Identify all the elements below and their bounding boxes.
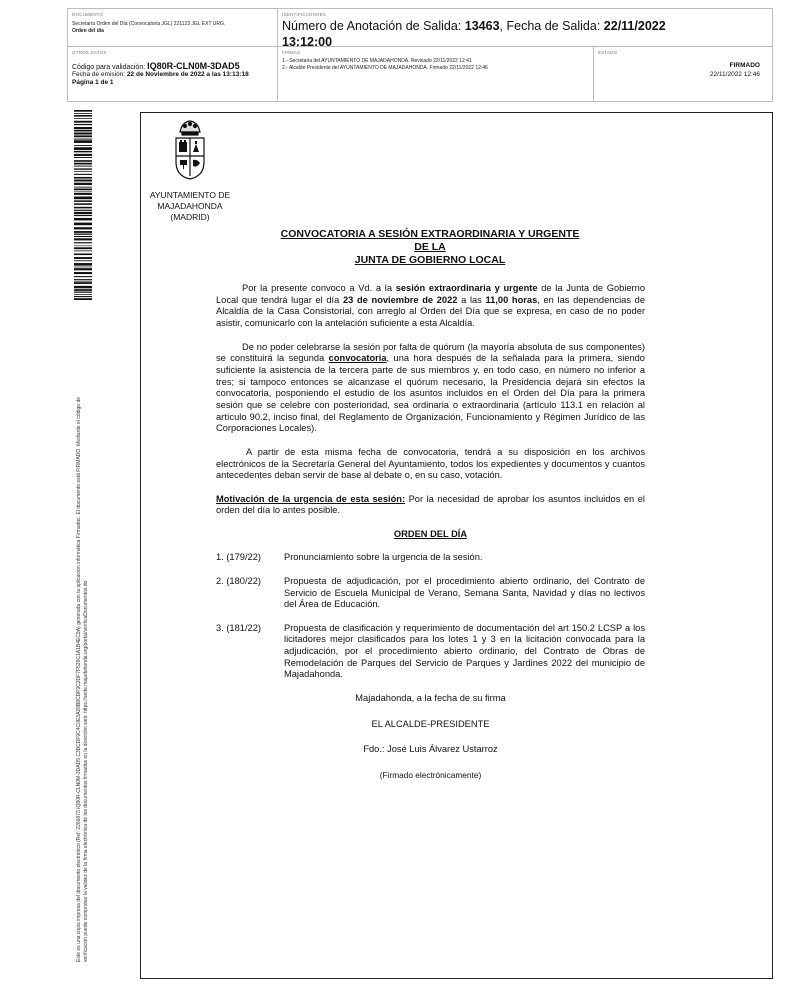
agenda-item: [216, 552, 645, 564]
barcode-icon: [74, 110, 92, 300]
issuer-block: [140, 190, 240, 223]
p2-second-call: convocatoria: [328, 353, 387, 364]
ident-date: 22/11/2022: [603, 19, 666, 33]
status-value-block: [598, 61, 768, 79]
agenda-item-number: 2. (180/22): [216, 575, 261, 586]
urgency-label: Motivación de la urgencia de esta sesión:: [216, 493, 406, 504]
status-label: ESTADO: [598, 50, 618, 55]
p1-text-a: Por la presente convoco a Vd. a la: [242, 283, 396, 293]
agenda-title: ORDEN DEL DÍA: [393, 529, 468, 540]
ident-number: 13463: [464, 19, 500, 33]
document-title: [215, 228, 645, 267]
signatures-cell: [278, 47, 594, 101]
p2-text-a: De no poder celebrarse la sesión por falta de quórum (la mayoría absoluta de sus componentes) se constituirá la segunda: [216, 341, 645, 364]
paragraph-convocation: [216, 283, 645, 330]
ident-time: 13:12:00: [282, 35, 333, 49]
paragraph-urgency: [216, 494, 645, 517]
p1-text-e: a las: [457, 294, 486, 305]
issuer-line-2: MAJADAHONDA: [157, 201, 223, 211]
closing-role: EL ALCALDE-PRESIDENTE: [371, 718, 490, 729]
urgency-text: Por la necesidad de aprobar los asuntos incluidos en el orden del día lo antes posible.: [216, 493, 645, 516]
p1-time: 11,00 horas: [485, 294, 538, 305]
agenda-item-number: 3. (181/22): [216, 622, 261, 633]
title-line-3: JUNTA DE GOBIERNO LOCAL: [354, 254, 506, 266]
p1-text-c: de la Junta de Gobierno Local que tendrá lugar el día: [216, 283, 645, 305]
emission-value: 22 de Noviembre de 2022 a las 13:13:18: [126, 71, 249, 78]
paragraph-quorum: [216, 342, 645, 436]
title-line-2: DE LA: [414, 241, 446, 253]
other-data-label: OTROS DATOS: [72, 50, 107, 55]
closing-place: Majadahonda, a la fecha de su firma: [355, 692, 506, 703]
agenda-item-text: Propuesta de clasificación y requerimiento de documentación del art 150.2 LCSP a los licitadores mejor clasificados para los lotes 1 y 3 en la licitación convocada para la adjudicación, por el procedimiento abierto ordinario, del Contrato de Obras de Remodelación de Parques del Servicio de Parques y Jardines 2022 del municipio de Majadahonda.: [284, 622, 645, 680]
agenda-item: [216, 623, 645, 682]
page-count: Página 1 de 1: [72, 79, 114, 86]
document-header: [67, 8, 773, 102]
status-date: 22/11/2022 12:46: [709, 71, 760, 78]
identifiers-value: [282, 18, 768, 50]
document-cell: [68, 9, 278, 47]
status-cell: [594, 47, 772, 101]
signature-note: (Firmado electrónicamente): [379, 769, 482, 780]
title-line-1: CONVOCATORIA A SESIÓN EXTRAORDINARIA Y URGENTE: [280, 228, 580, 240]
agenda-list: [216, 552, 645, 681]
verification-side-text: [76, 397, 89, 962]
document-type: Orden del día: [72, 28, 104, 34]
validation-code: IQ80R-CLN0M-3DAD5: [147, 61, 240, 71]
p1-session-type: sesión extraordinaria y urgente: [395, 283, 538, 293]
identifiers-label: IDENTIFICADORES: [282, 12, 327, 17]
identifiers-cell: [278, 9, 772, 47]
p2-text-c: , una hora después de la señalada para la primera, siendo suficiente la asistencia de la tercera parte de sus miembros y, en todo caso, en número no inferior a tres; si tampoco entonces se alcanzase el quórum necesario, la Presidencia dejará sin efectos la convocatoria, posponiendo el estudio de los asuntos incluidos en el Orden del Día para la primera sesión que se celebre con posterioridad, sea ordinaria o extraordinaria (artículo 113.1 en relación al artículo 90.2, inciso final, del Reglamento de Organización, Funcionamiento y Régimen Jurídico de las Corporaciones Locales).: [216, 353, 645, 434]
agenda-item: [216, 576, 645, 611]
emission-line: [72, 71, 273, 79]
validation-code-line: [72, 61, 273, 71]
side-text-line-2: verificación puede comprobar la validez de la firma electrónica de los documentos firmados en la dirección web: https://sede.majadahonda.org/portal/verificaDocumentos.do: [82, 580, 89, 962]
document-body: [216, 283, 645, 793]
signature-1: 1.- Secretaria del AYUNTAMIENTO DE MAJADAHONDA. Revisado 22/11/2022 12:41: [282, 58, 472, 64]
issuer-line-3: (MADRID): [170, 212, 210, 222]
signatures-label: FIRMAS: [282, 50, 301, 55]
emission-label: Fecha de emisión:: [72, 71, 126, 78]
paragraph-documents: A partir de esta misma fecha de convocatoria, tendrá a su disposición en los archivos electrónicos de la Secretaría General del Ayuntamiento, todos los expedientes y documentos y cuantos antecedentes deban servir de base al debate o, en su caso, votación.: [216, 446, 645, 481]
side-text-line-1: Este es una copia impresa del documento electrónico (Ref: 2266873 IQ80R-CLN0M-3DAD5 C3BCDF9C4C0E3A29B8CDF9C2DF7F535C1A1B4EC9A) generada con la aplicación informática Firmadoc. El documento está FIRMADO. Mediante el código de: [76, 397, 82, 962]
signature-2: 2.- Alcalde Presidente del AYUNTAMIENTO DE MAJADAHONDA. Firmado 22/11/2022 12:46: [282, 65, 488, 71]
agenda-item-text: Pronunciamiento sobre la urgencia de la sesión.: [284, 552, 483, 563]
other-data-cell: [68, 47, 278, 101]
agenda-item-text: Propuesta de adjudicación, por el procedimiento abierto ordinario, del Contrato de Servicio de Escuela Municipal de Verano, Semana Santa, Navidad y días no lectivos del Área de Educación.: [284, 575, 645, 610]
document-label: DOCUMENTO: [72, 12, 104, 17]
issuer-line-1: AYUNTAMIENTO DE: [149, 190, 231, 200]
status-badge: FIRMADO: [729, 62, 760, 69]
coat-of-arms-icon: [170, 118, 210, 182]
p1-text-g: , en las dependencias de Alcaldía de la Casa Consistorial, con arreglo al Orden del Día que se expresa, en caso de no poder asistir, comunicarlo con la antelación suficiente a esta Alcaldía.: [216, 294, 645, 329]
validation-label: Código para validación:: [72, 64, 146, 71]
signer-name: Fdo.: José Luis Álvarez Ustarroz: [363, 744, 498, 755]
agenda-item-number: 1. (179/22): [216, 552, 261, 563]
ident-prefix: Número de Anotación de Salida:: [282, 19, 462, 33]
document-value: Secretaría Orden del Día (Convocatoria JGL) 221123 JGL EXT URG.: [72, 21, 226, 27]
p1-date: 23 de noviembre de 2022: [342, 294, 458, 305]
ident-mid: , Fecha de Salida:: [499, 19, 601, 33]
